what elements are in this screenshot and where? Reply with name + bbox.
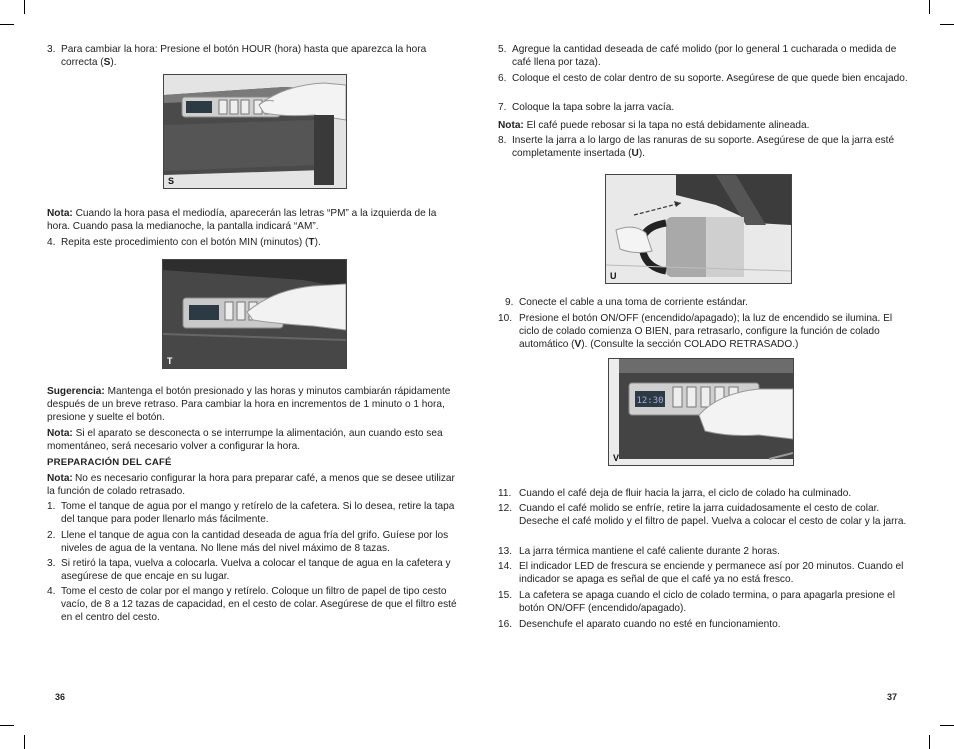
list-item-text: Desenchufe el aparato cuando no esté en funcionamiento. [519, 619, 781, 630]
list-item-number: 16. [498, 619, 513, 630]
figure-s-label: S [168, 176, 175, 186]
right-page [477, 0, 954, 749]
display-readout: 12:30 [636, 396, 664, 406]
list-item-number: 15. [498, 590, 513, 601]
list-item-text: La cafetera se apaga cuando el ciclo de colado termina, o para apagarla presione el botón ON/OFF (encendido/apagado). [519, 590, 895, 614]
list-item-number: 4. [47, 586, 56, 597]
instruction-item-9: 9. Conecte el cable a una toma de corriente estándar. [505, 297, 748, 308]
list-item-number: 3. [47, 558, 56, 569]
note-lid-alignment: Nota: El café puede rebosar si la tapa no está debidamente alineada. [498, 120, 810, 131]
list-item-text: La jarra térmica mantiene el café caliente durante 2 horas. [519, 546, 780, 557]
list-item-number: 14. [498, 561, 513, 572]
list-item [498, 589, 908, 615]
list-item-text: Si retiró la tapa, vuelva a colocarla. Vuelva a colocar el tanque de agua en la cafetera y asegúrese de que encaje en su lugar. [61, 558, 451, 582]
figure-u [605, 174, 792, 284]
figure-u-label: U [610, 271, 617, 281]
list-item-number: 13. [498, 546, 513, 557]
list-item-number: 1. [47, 501, 56, 512]
list-item-number: 5. [498, 44, 507, 55]
list-item [498, 618, 908, 631]
figure-s [163, 74, 347, 189]
list-item [498, 560, 908, 586]
note-no-clock-needed: Nota: No es necesario configurar la hora para preparar café, a menos que se desee utilizar la función de colado retrasado. [47, 473, 455, 497]
instruction-item-4: 4. Repita este procedimiento con el botón MIN (minutos) (T). [47, 237, 321, 248]
list-item [498, 101, 908, 114]
list-item [47, 500, 457, 526]
list-item-number: 7. [498, 102, 507, 113]
list-item-text: Coloque el cesto de colar dentro de su soporte. Asegúrese de que quede bien encajado. [512, 73, 908, 84]
list-item [47, 585, 457, 624]
page-number: 37 [887, 692, 898, 702]
list-item-text: Tome el cesto de colar por el mango y retírelo. Coloque un filtro de papel de tipo cesto vacío, de 8 a 12 tazas de capacidad, en el cesto de colar. Asegúrese de que el filtro esté en el centro del cesto. [61, 586, 457, 623]
list-item [47, 529, 457, 555]
list-item-text: Tome el tanque de agua por el mango y retírelo de la cafetera. Si lo desea, retire la tapa del tanque para poder llenarlo más fácilmente. [61, 501, 455, 525]
list-item-text: Cuando el café deja de fluir hacia la jarra, el ciclo de colado ha culminado. [519, 488, 852, 499]
list-item-text: Agregue la cantidad deseada de café molido (por lo general 1 cucharada o medida de café llena por taza). [512, 44, 897, 68]
note-time-pm-am: Nota: Cuando la hora pasa el mediodía, aparecerán las letras “PM” a la izquierda de la hora. Cuando pasa la medianoche, la pantalla indicará “AM”. [47, 208, 437, 232]
instruction-item-8: 8. Inserte la jarra a lo largo de las ranuras de su soporte. Asegúrese de que la jarra esté completamente insertada (U). [498, 135, 895, 159]
list-item-text: El indicador LED de frescura se enciende y permanece así por 20 minutos. Cuando el indicador se apaga es señal de que el café ya no está fresco. [519, 561, 904, 585]
section-heading: PREPARACIÓN DEL CAFÉ [47, 457, 172, 468]
list-item [47, 557, 457, 583]
instruction-item-10: 10. Presione el botón ON/OFF (encendido/apagado); la luz de encendido se ilumina. El ciclo de colado comienza O BIEN, para retrasarlo, configure la función de colado automático (V). (Consulte la sección COLADO RETRASADO.) [498, 313, 893, 350]
page-number: 36 [55, 692, 66, 702]
list-item-number: 2. [47, 530, 56, 541]
instruction-item-3: 3. Para cambiar la hora: Presione el botón HOUR (hora) hasta que aparezca la hora correcta (S). [47, 44, 427, 68]
list-item-number: 12. [498, 503, 513, 514]
list-item-text: Llene el tanque de agua con la cantidad deseada de agua fría del grifo. Guíese por los niveles de agua de la ventana. No llene más del nivel máximo de 8 tazas. [61, 530, 449, 554]
list-item [498, 72, 908, 85]
list-item [498, 43, 908, 69]
tip-hold-button: Sugerencia: Mantenga el botón presionado y las horas y minutos cambiarán rápidamente después de un breve retraso. Para cambiar la hora en incrementos de 1 minuto o 1 hora, presione y suelte el botón. [47, 386, 451, 423]
list-item [498, 487, 908, 500]
figure-v-label: V [613, 453, 620, 463]
list-item-text: Coloque la tapa sobre la jarra vacía. [512, 102, 675, 113]
list-item-number: 11. [498, 488, 512, 499]
figure-v [608, 358, 794, 466]
list-item-number: 6. [498, 73, 507, 84]
list-item-text: Cuando el café molido se enfríe, retire la jarra cuidadosamente el cesto de colar. Deseche el café molido y el filtro de papel. Vuelva a colocar el cesto de colar y la jarra. [519, 503, 907, 527]
figure-t-label: T [167, 356, 173, 366]
list-item [498, 502, 908, 528]
figure-t [162, 259, 347, 369]
list-item [498, 545, 908, 558]
note-power-interruption: Nota: Si el aparato se desconecta o se interrumpe la alimentación, aun cuando esto sea momentáneo, será necesario volver a configurar la hora. [47, 428, 443, 452]
